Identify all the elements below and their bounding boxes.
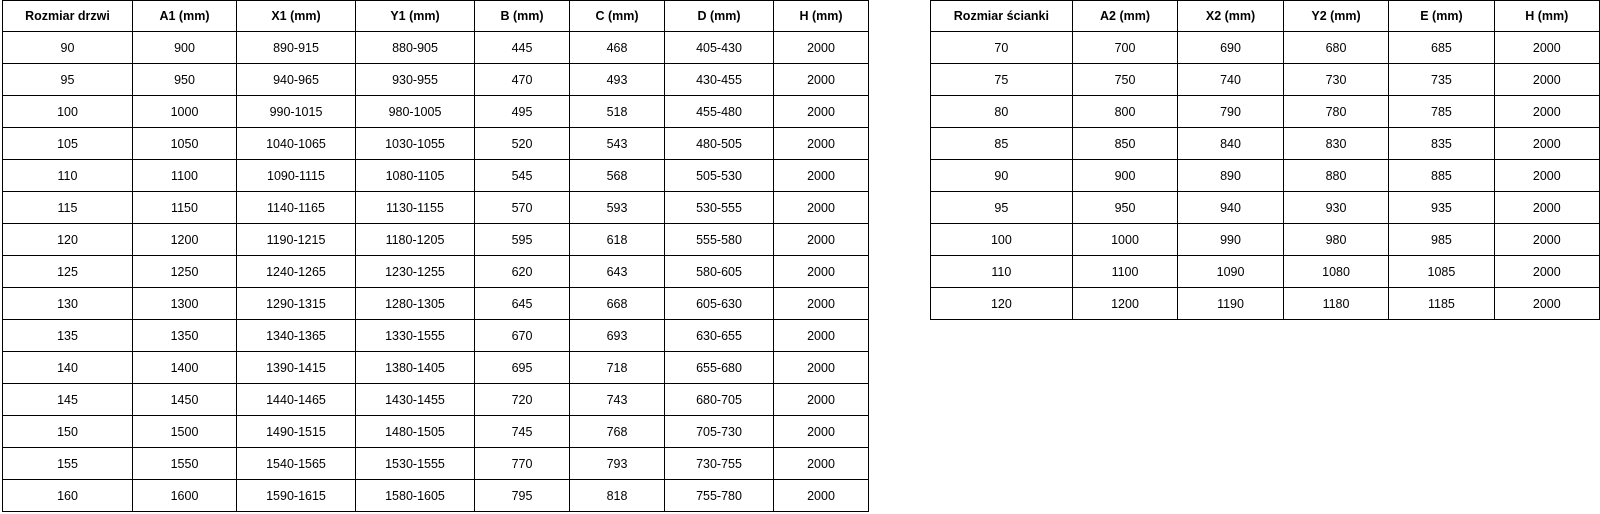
table-cell: 120 xyxy=(3,224,133,256)
table-cell: 800 xyxy=(1072,96,1178,128)
table-cell: 2000 xyxy=(774,480,869,512)
table-cell: 1180 xyxy=(1283,288,1389,320)
column-header: H (mm) xyxy=(1494,1,1599,32)
table-row xyxy=(931,64,1600,96)
table-cell: 1140-1165 xyxy=(237,192,356,224)
table-cell: 2000 xyxy=(1494,128,1599,160)
table-cell: 930-955 xyxy=(356,64,475,96)
table-cell: 2000 xyxy=(774,384,869,416)
table-cell: 643 xyxy=(570,256,665,288)
table-cell: 950 xyxy=(133,64,237,96)
table-cell: 1100 xyxy=(133,160,237,192)
table-cell: 2000 xyxy=(774,128,869,160)
table-cell: 668 xyxy=(570,288,665,320)
table-cell: 2000 xyxy=(774,192,869,224)
table-cell: 1550 xyxy=(133,448,237,480)
table-cell: 1090 xyxy=(1178,256,1284,288)
table-cell: 520 xyxy=(475,128,570,160)
column-header: H (mm) xyxy=(774,1,869,32)
table-cell: 680 xyxy=(1283,32,1389,64)
table-cell: 125 xyxy=(3,256,133,288)
table-cell: 2000 xyxy=(774,416,869,448)
table-cell: 618 xyxy=(570,224,665,256)
table-cell: 518 xyxy=(570,96,665,128)
table-cell: 743 xyxy=(570,384,665,416)
table-cell: 1030-1055 xyxy=(356,128,475,160)
table-cell: 1085 xyxy=(1389,256,1494,288)
table-cell: 1230-1255 xyxy=(356,256,475,288)
table-cell: 1200 xyxy=(133,224,237,256)
table-cell: 2000 xyxy=(774,96,869,128)
column-header: D (mm) xyxy=(665,1,774,32)
table-cell: 885 xyxy=(1389,160,1494,192)
table-cell: 720 xyxy=(475,384,570,416)
table-row xyxy=(931,128,1600,160)
table-cell: 655-680 xyxy=(665,352,774,384)
table-cell: 1480-1505 xyxy=(356,416,475,448)
table-cell: 90 xyxy=(931,160,1073,192)
table-cell: 1600 xyxy=(133,480,237,512)
table-cell: 570 xyxy=(475,192,570,224)
table-cell: 2000 xyxy=(774,32,869,64)
table-cell: 160 xyxy=(3,480,133,512)
table-cell: 1000 xyxy=(133,96,237,128)
table-cell: 950 xyxy=(1072,192,1178,224)
table-cell: 2000 xyxy=(774,288,869,320)
table-header-row xyxy=(931,1,1600,32)
table-cell: 1100 xyxy=(1072,256,1178,288)
table-cell: 900 xyxy=(133,32,237,64)
table-cell: 680-705 xyxy=(665,384,774,416)
table-cell: 1330-1555 xyxy=(356,320,475,352)
table-row xyxy=(3,160,869,192)
table-cell: 830 xyxy=(1283,128,1389,160)
table-cell: 780 xyxy=(1283,96,1389,128)
table-cell: 1450 xyxy=(133,384,237,416)
table-cell: 2000 xyxy=(1494,224,1599,256)
table-cell: 1500 xyxy=(133,416,237,448)
table-cell: 85 xyxy=(931,128,1073,160)
table-cell: 95 xyxy=(3,64,133,96)
table-cell: 890 xyxy=(1178,160,1284,192)
table-row xyxy=(3,64,869,96)
table-cell: 670 xyxy=(475,320,570,352)
table-cell: 530-555 xyxy=(665,192,774,224)
table-row xyxy=(3,288,869,320)
table-cell: 835 xyxy=(1389,128,1494,160)
table-row xyxy=(3,384,869,416)
table-cell: 2000 xyxy=(1494,288,1599,320)
table-cell: 120 xyxy=(931,288,1073,320)
table-cell: 735 xyxy=(1389,64,1494,96)
table-row xyxy=(3,448,869,480)
table-row xyxy=(3,256,869,288)
table-cell: 990 xyxy=(1178,224,1284,256)
table-cell: 2000 xyxy=(774,448,869,480)
table-cell: 880 xyxy=(1283,160,1389,192)
table-row xyxy=(931,192,1600,224)
table-cell: 115 xyxy=(3,192,133,224)
table-cell: 480-505 xyxy=(665,128,774,160)
table-cell: 110 xyxy=(3,160,133,192)
table-cell: 505-530 xyxy=(665,160,774,192)
table-cell: 1400 xyxy=(133,352,237,384)
table-cell: 1390-1415 xyxy=(237,352,356,384)
table-row xyxy=(3,352,869,384)
table-cell: 990-1015 xyxy=(237,96,356,128)
table-row xyxy=(3,32,869,64)
doors-dimensions-table xyxy=(2,0,869,512)
table-cell: 1280-1305 xyxy=(356,288,475,320)
table-row xyxy=(931,160,1600,192)
table-cell: 900 xyxy=(1072,160,1178,192)
table-header-row xyxy=(3,1,869,32)
table-cell: 1380-1405 xyxy=(356,352,475,384)
column-header: Rozmiar drzwi xyxy=(3,1,133,32)
table-cell: 1490-1515 xyxy=(237,416,356,448)
table-cell: 1440-1465 xyxy=(237,384,356,416)
table-cell: 1090-1115 xyxy=(237,160,356,192)
table-cell: 468 xyxy=(570,32,665,64)
table-cell: 935 xyxy=(1389,192,1494,224)
table-row xyxy=(3,96,869,128)
table-cell: 930 xyxy=(1283,192,1389,224)
table-cell: 2000 xyxy=(774,160,869,192)
table-cell: 130 xyxy=(3,288,133,320)
table-row xyxy=(3,224,869,256)
table-cell: 755-780 xyxy=(665,480,774,512)
table-cell: 470 xyxy=(475,64,570,96)
table-cell: 980 xyxy=(1283,224,1389,256)
table-cell: 740 xyxy=(1178,64,1284,96)
column-header: Rozmiar ścianki xyxy=(931,1,1073,32)
table-cell: 890-915 xyxy=(237,32,356,64)
table-cell: 1350 xyxy=(133,320,237,352)
table-cell: 100 xyxy=(931,224,1073,256)
table-row xyxy=(3,128,869,160)
table-cell: 1050 xyxy=(133,128,237,160)
table-cell: 105 xyxy=(3,128,133,160)
table-cell: 790 xyxy=(1178,96,1284,128)
table-cell: 150 xyxy=(3,416,133,448)
table-cell: 145 xyxy=(3,384,133,416)
table-row xyxy=(3,416,869,448)
table-cell: 2000 xyxy=(774,224,869,256)
table-cell: 455-480 xyxy=(665,96,774,128)
table-cell: 543 xyxy=(570,128,665,160)
table-cell: 700 xyxy=(1072,32,1178,64)
walls-dimensions-table-container xyxy=(930,0,1600,320)
table-cell: 1290-1315 xyxy=(237,288,356,320)
table-cell: 545 xyxy=(475,160,570,192)
table-cell: 1430-1455 xyxy=(356,384,475,416)
column-header: A2 (mm) xyxy=(1072,1,1178,32)
table-cell: 768 xyxy=(570,416,665,448)
table-cell: 690 xyxy=(1178,32,1284,64)
table-cell: 1080-1105 xyxy=(356,160,475,192)
column-header: X1 (mm) xyxy=(237,1,356,32)
table-cell: 95 xyxy=(931,192,1073,224)
table-cell: 2000 xyxy=(774,352,869,384)
table-cell: 2000 xyxy=(1494,96,1599,128)
table-cell: 730-755 xyxy=(665,448,774,480)
table-cell: 1000 xyxy=(1072,224,1178,256)
table-cell: 155 xyxy=(3,448,133,480)
table-cell: 1040-1065 xyxy=(237,128,356,160)
table-cell: 940-965 xyxy=(237,64,356,96)
table-row xyxy=(3,480,869,512)
table-cell: 580-605 xyxy=(665,256,774,288)
table-cell: 730 xyxy=(1283,64,1389,96)
table-cell: 445 xyxy=(475,32,570,64)
doors-dimensions-table-container xyxy=(2,0,869,512)
table-cell: 940 xyxy=(1178,192,1284,224)
table-cell: 1080 xyxy=(1283,256,1389,288)
table-row xyxy=(931,224,1600,256)
table-cell: 493 xyxy=(570,64,665,96)
table-cell: 880-905 xyxy=(356,32,475,64)
table-cell: 980-1005 xyxy=(356,96,475,128)
table-cell: 1130-1155 xyxy=(356,192,475,224)
table-cell: 2000 xyxy=(1494,160,1599,192)
table-cell: 1340-1365 xyxy=(237,320,356,352)
table-cell: 1530-1555 xyxy=(356,448,475,480)
table-cell: 705-730 xyxy=(665,416,774,448)
column-header: A1 (mm) xyxy=(133,1,237,32)
table-cell: 695 xyxy=(475,352,570,384)
table-cell: 1200 xyxy=(1072,288,1178,320)
table-cell: 1150 xyxy=(133,192,237,224)
table-cell: 135 xyxy=(3,320,133,352)
table-cell: 1240-1265 xyxy=(237,256,356,288)
table-row xyxy=(3,320,869,352)
table-cell: 405-430 xyxy=(665,32,774,64)
table-cell: 75 xyxy=(931,64,1073,96)
table-cell: 818 xyxy=(570,480,665,512)
column-header: Y1 (mm) xyxy=(356,1,475,32)
column-header: Y2 (mm) xyxy=(1283,1,1389,32)
table-cell: 1190-1215 xyxy=(237,224,356,256)
table-cell: 685 xyxy=(1389,32,1494,64)
table-cell: 850 xyxy=(1072,128,1178,160)
table-cell: 718 xyxy=(570,352,665,384)
table-cell: 2000 xyxy=(1494,192,1599,224)
table-cell: 430-455 xyxy=(665,64,774,96)
table-row xyxy=(931,32,1600,64)
table-cell: 495 xyxy=(475,96,570,128)
table-cell: 840 xyxy=(1178,128,1284,160)
table-cell: 985 xyxy=(1389,224,1494,256)
table-cell: 1540-1565 xyxy=(237,448,356,480)
table-cell: 2000 xyxy=(1494,64,1599,96)
table-cell: 593 xyxy=(570,192,665,224)
table-cell: 1300 xyxy=(133,288,237,320)
table-cell: 795 xyxy=(475,480,570,512)
table-cell: 2000 xyxy=(1494,32,1599,64)
table-row xyxy=(3,192,869,224)
table-cell: 630-655 xyxy=(665,320,774,352)
walls-dimensions-table xyxy=(930,0,1600,320)
table-cell: 1250 xyxy=(133,256,237,288)
table-cell: 605-630 xyxy=(665,288,774,320)
table-cell: 1590-1615 xyxy=(237,480,356,512)
table-cell: 745 xyxy=(475,416,570,448)
table-cell: 785 xyxy=(1389,96,1494,128)
column-header: B (mm) xyxy=(475,1,570,32)
table-cell: 2000 xyxy=(1494,256,1599,288)
table-cell: 2000 xyxy=(774,256,869,288)
table-cell: 80 xyxy=(931,96,1073,128)
table-cell: 140 xyxy=(3,352,133,384)
column-header: C (mm) xyxy=(570,1,665,32)
table-cell: 70 xyxy=(931,32,1073,64)
table-cell: 645 xyxy=(475,288,570,320)
table-cell: 568 xyxy=(570,160,665,192)
table-cell: 1580-1605 xyxy=(356,480,475,512)
table-cell: 1180-1205 xyxy=(356,224,475,256)
table-cell: 693 xyxy=(570,320,665,352)
table-cell: 110 xyxy=(931,256,1073,288)
table-cell: 2000 xyxy=(774,320,869,352)
table-cell: 793 xyxy=(570,448,665,480)
table-cell: 595 xyxy=(475,224,570,256)
table-cell: 620 xyxy=(475,256,570,288)
column-header: E (mm) xyxy=(1389,1,1494,32)
table-cell: 100 xyxy=(3,96,133,128)
table-cell: 770 xyxy=(475,448,570,480)
table-row xyxy=(931,96,1600,128)
table-cell: 1185 xyxy=(1389,288,1494,320)
table-cell: 750 xyxy=(1072,64,1178,96)
column-header: X2 (mm) xyxy=(1178,1,1284,32)
table-cell: 555-580 xyxy=(665,224,774,256)
table-row xyxy=(931,256,1600,288)
table-cell: 1190 xyxy=(1178,288,1284,320)
table-row xyxy=(931,288,1600,320)
table-cell: 2000 xyxy=(774,64,869,96)
table-cell: 90 xyxy=(3,32,133,64)
